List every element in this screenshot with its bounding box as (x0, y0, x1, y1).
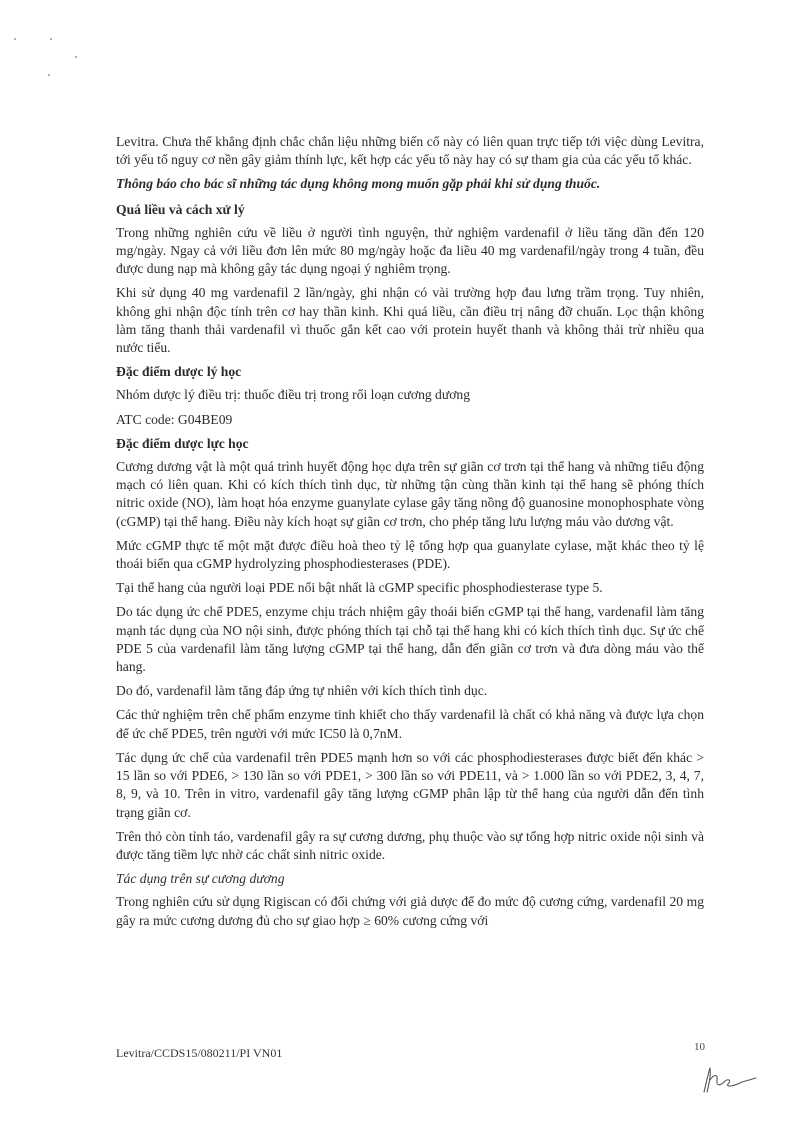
subheading-erection-effect: Tác dụng trên sự cương dương (116, 871, 285, 887)
paragraph: Tác dụng ức chế của vardenafil trên PDE5 mạnh hơn so với các phosphodiesterases được biết đến khác > 15 lần so với PDE6, > 130 lần so với PDE1, > 300 lần so với PDE11, và > 1.000 lần so với PDE2, 3, 4, 7, 8, 9, và 10. Trên in vitro, vardenafil gây tăng lượng cGMP phân lập từ thể hang của người dẫn đến tình trạng giãn cơ. (116, 749, 704, 820)
paragraph: Tại thể hang của người loại PDE nổi bật nhất là cGMP specific phosphodiesterase type 5. (116, 580, 603, 596)
scan-speck (50, 38, 52, 40)
adverse-effect-notice: Thông báo cho bác sĩ những tác dụng không mong muốn gặp phải khi sử dụng thuốc. (116, 176, 601, 192)
scan-speck (14, 38, 16, 40)
paragraph: Cương dương vật là một quá trình huyết động học dựa trên sự giãn cơ trơn tại thể hang và những tiểu động mạch có liên quan. Khi có kích thích tình dục, từ những tận cùng thần kinh tại thể hang sẽ phóng thích nitric oxide (NO), làm hoạt hóa enzyme guanylate cylase gây tăng nồng độ guanosine monophosphate vòng (cGMP) tại thể hang. Điều này kích hoạt sự giãn cơ trơn, cho phép tăng lưu lượng máu vào dương vật. (116, 459, 704, 529)
atc-code: ATC code: G04BE09 (116, 411, 233, 427)
paragraph: Levitra. Chưa thể khẳng định chắc chắn liệu những biến cố này có liên quan trực tiếp tới việc dùng Levitra, tới yếu tố nguy cơ nền gây giảm thính lực, kết hợp các yếu tố này hay có sự tham gia của các yếu tố khác. (116, 134, 704, 168)
paragraph: Mức cGMP thực tế một mặt được điều hoà theo tỷ lệ tổng hợp qua guanylate cylase, mặt khác theo tỷ lệ thoái biến qua cGMP hydrolyzing phosphodiesterases (PDE). (116, 537, 704, 572)
section-heading-pharmacodynamics: Đặc điểm dược lực học (116, 435, 249, 451)
signature-mark (698, 1062, 760, 1096)
paragraph: Nhóm dược lý điều trị: thuốc điều trị trong rối loạn cương dương (116, 387, 471, 403)
paragraph: Trong những nghiên cứu về liều ở người tình nguyện, thử nghiệm vardenafil ở liều tăng dần đến 120 mg/ngày. Ngay cả với liều đơn lên mức 80 mg/ngày hoặc đa liều 40 mg vardenafil/ngày trong 4 tuần, đều được dung nạp mà không gây tác dụng ngoại ý nghiêm trọng. (116, 224, 704, 277)
document-body (116, 133, 704, 936)
section-heading-overdose: Quá liều và cách xử lý (116, 201, 245, 217)
paragraph: Do tác dụng ức chế PDE5, enzyme chịu trách nhiệm gây thoái biến cGMP tại thể hang, vardenafil làm tăng mạnh tác dụng của NO nội sinh, được phóng thích tại chỗ tại thể hang khi có kích thích tình dục. Sự ức chế PDE 5 của vardenafil làm tăng lượng cGMP tại thể hang, dẫn đến giãn cơ trơn và đưa dòng máu vào thể hang. (116, 604, 704, 675)
paragraph: Do đó, vardenafil làm tăng đáp ứng tự nhiên với kích thích tình dục. (116, 683, 488, 699)
page-number: 10 (694, 1041, 705, 1053)
paragraph: Khi sử dụng 40 mg vardenafil 2 lần/ngày, ghi nhận có vài trường hợp đau lưng trầm trọng. Tuy nhiên, không ghi nhận độc tính trên cơ hay thần kinh. Khi quá liều, cần điều trị nâng đỡ chuẩn. Lọc thận không làm tăng thanh thải vardenafil vì thuốc gắn kết cao với protein huyết thanh và không thải trừ nhiều qua nước tiểu. (116, 285, 704, 356)
paragraph: Trong nghiên cứu sử dụng Rigiscan có đối chứng với giả dược để đo mức độ cương cứng, vardenafil 20 mg gây ra mức cương dương đủ cho sự giao hợp ≥ 60% cương cứng với (116, 894, 704, 928)
paragraph: Trên thỏ còn tỉnh táo, vardenafil gây ra sự cương dương, phụ thuộc vào sự tổng hợp nitric oxide nội sinh và được tăng tiềm lực nhờ các chất sinh nitric oxide. (116, 828, 704, 862)
section-heading-pharmacology: Đặc điểm dược lý học (116, 364, 242, 380)
scan-speck (48, 74, 50, 76)
paragraph: Các thử nghiệm trên chế phẩm enzyme tinh khiết cho thấy vardenafil là chất có khả năng và được lựa chọn để ức chế PDE5, trên người với mức IC50 là 0,7nM. (116, 707, 704, 741)
scan-speck (75, 56, 77, 58)
footer-document-code: Levitra/CCDS15/080211/PI VN01 (116, 1046, 283, 1060)
